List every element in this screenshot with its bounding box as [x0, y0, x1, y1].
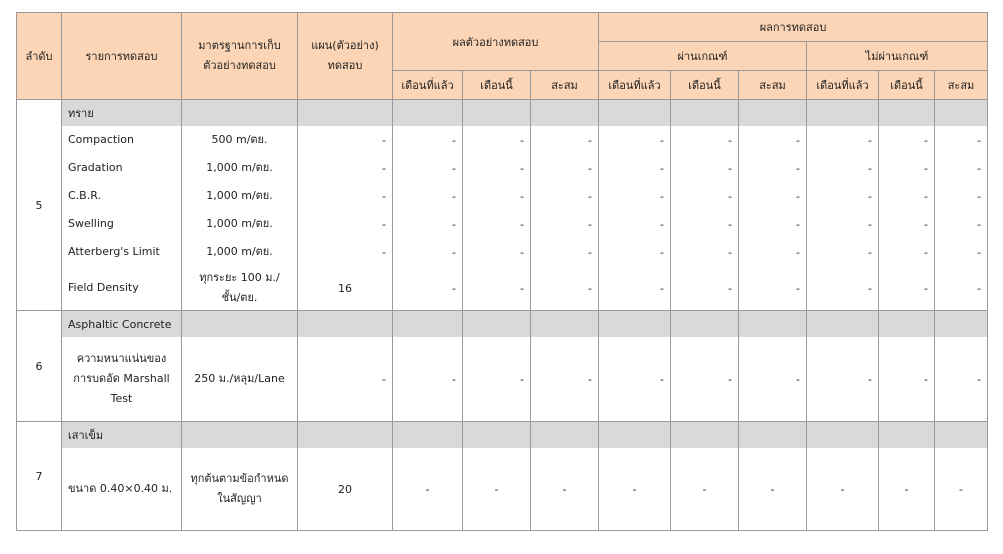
value-cell: - — [879, 448, 935, 531]
category-row-cell — [671, 311, 739, 338]
value-cell: - — [531, 154, 599, 182]
header-item: รายการทดสอบ — [62, 13, 182, 100]
category-row-cell — [298, 422, 393, 449]
value-cell: - — [935, 182, 988, 210]
category-label: Asphaltic Concrete — [62, 311, 182, 338]
value-cell: - — [879, 210, 935, 238]
value-cell: - — [463, 337, 531, 422]
sampling-standard: 1,000 m/ตย. — [182, 238, 298, 266]
value-cell: - — [463, 126, 531, 154]
category-row-cell — [463, 422, 531, 449]
category-row-cell — [393, 422, 463, 449]
value-cell: - — [935, 337, 988, 422]
value-cell: - — [393, 154, 463, 182]
value-cell: - — [599, 337, 671, 422]
value-cell: - — [739, 154, 807, 182]
value-cell: - — [879, 238, 935, 266]
value-cell: - — [671, 266, 739, 311]
value-cell: - — [531, 266, 599, 311]
value-cell: - — [599, 448, 671, 531]
header-samples-this-month: เดือนนี้ — [463, 71, 531, 100]
group-number: 6 — [17, 311, 62, 422]
value-cell: - — [807, 266, 879, 311]
value-cell: - — [599, 154, 671, 182]
value-cell: - — [879, 337, 935, 422]
value-cell: - — [671, 182, 739, 210]
value-cell: - — [463, 154, 531, 182]
category-row-cell — [739, 100, 807, 127]
value-cell: - — [807, 238, 879, 266]
header-results: ผลการทดสอบ — [599, 13, 988, 42]
test-item: Atterberg's Limit — [62, 238, 182, 266]
category-row-cell — [182, 422, 298, 449]
table-row — [17, 210, 988, 238]
test-results-table — [16, 12, 988, 531]
value-cell: - — [463, 266, 531, 311]
table-body — [17, 100, 988, 531]
value-cell: - — [599, 182, 671, 210]
value-cell: - — [935, 126, 988, 154]
category-row-cell — [739, 422, 807, 449]
value-cell: - — [531, 337, 599, 422]
header-no: ลำดับ — [17, 13, 62, 100]
test-plan-count: - — [298, 337, 393, 422]
value-cell: - — [879, 266, 935, 311]
category-row-cell — [531, 422, 599, 449]
value-cell: - — [739, 266, 807, 311]
value-cell: - — [599, 210, 671, 238]
value-cell: - — [739, 448, 807, 531]
table-row — [17, 238, 988, 266]
value-cell: - — [393, 238, 463, 266]
category-row-cell — [298, 311, 393, 338]
value-cell: - — [739, 126, 807, 154]
test-plan-count: - — [298, 210, 393, 238]
category-row-cell — [599, 311, 671, 338]
value-cell: - — [807, 154, 879, 182]
category-row-cell — [531, 311, 599, 338]
test-plan-count: - — [298, 238, 393, 266]
category-row-cell — [298, 100, 393, 127]
category-row-cell — [463, 311, 531, 338]
value-cell: - — [531, 126, 599, 154]
value-cell: - — [463, 182, 531, 210]
value-cell: - — [599, 238, 671, 266]
category-row-cell — [807, 100, 879, 127]
category-row-cell — [879, 311, 935, 338]
value-cell: - — [463, 448, 531, 531]
category-row-cell — [671, 422, 739, 449]
sampling-standard: 1,000 m/ตย. — [182, 182, 298, 210]
value-cell: - — [531, 210, 599, 238]
category-row-cell — [879, 100, 935, 127]
value-cell: - — [599, 266, 671, 311]
value-cell: - — [393, 182, 463, 210]
value-cell: - — [531, 448, 599, 531]
value-cell: - — [671, 337, 739, 422]
category-row-cell — [531, 100, 599, 127]
sampling-standard: ทุกต้นตามข้อกำหนด ในสัญญา — [182, 448, 298, 531]
value-cell: - — [671, 238, 739, 266]
category-row — [17, 311, 988, 338]
value-cell: - — [935, 238, 988, 266]
category-row-cell — [807, 422, 879, 449]
value-cell: - — [671, 126, 739, 154]
category-row-cell — [393, 311, 463, 338]
header-plan: แผน(ตัวอย่าง) ทดสอบ — [298, 13, 393, 100]
value-cell: - — [393, 210, 463, 238]
test-item: Field Density — [62, 266, 182, 311]
sampling-standard: 500 m/ตย. — [182, 126, 298, 154]
value-cell: - — [671, 154, 739, 182]
header-pass-cumulative: สะสม — [739, 71, 807, 100]
value-cell: - — [935, 266, 988, 311]
header-pass: ผ่านเกณฑ์ — [599, 42, 807, 71]
value-cell: - — [739, 337, 807, 422]
category-row-cell — [807, 311, 879, 338]
table-row — [17, 154, 988, 182]
category-row — [17, 100, 988, 127]
test-item: Swelling — [62, 210, 182, 238]
sampling-standard: ทุกระยะ 100 ม./ ชั้น/ตย. — [182, 266, 298, 311]
value-cell: - — [807, 337, 879, 422]
category-row-cell — [739, 311, 807, 338]
header-samples-last-month: เดือนที่แล้ว — [393, 71, 463, 100]
test-item: Compaction — [62, 126, 182, 154]
category-label: ทราย — [62, 100, 182, 127]
value-cell: - — [807, 448, 879, 531]
value-cell: - — [739, 238, 807, 266]
value-cell: - — [531, 238, 599, 266]
value-cell: - — [531, 182, 599, 210]
test-plan-count: - — [298, 154, 393, 182]
value-cell: - — [393, 126, 463, 154]
header-fail-last-month: เดือนที่แล้ว — [807, 71, 879, 100]
test-plan-count: 16 — [298, 266, 393, 311]
value-cell: - — [739, 182, 807, 210]
value-cell: - — [879, 182, 935, 210]
header-pass-this-month: เดือนนี้ — [671, 71, 739, 100]
value-cell: - — [393, 448, 463, 531]
value-cell: - — [935, 210, 988, 238]
value-cell: - — [739, 210, 807, 238]
value-cell: - — [463, 210, 531, 238]
test-item: Gradation — [62, 154, 182, 182]
category-row-cell — [182, 100, 298, 127]
value-cell: - — [807, 182, 879, 210]
category-label: เสาเข็ม — [62, 422, 182, 449]
sampling-standard: 1,000 m/ตย. — [182, 154, 298, 182]
category-row-cell — [393, 100, 463, 127]
header-samples-cumulative: สะสม — [531, 71, 599, 100]
value-cell: - — [879, 126, 935, 154]
sampling-standard: 250 ม./หลุม/Lane — [182, 337, 298, 422]
category-row-cell — [463, 100, 531, 127]
header-fail: ไม่ผ่านเกณฑ์ — [807, 42, 988, 71]
category-row-cell — [599, 422, 671, 449]
value-cell: - — [393, 337, 463, 422]
category-row-cell — [879, 422, 935, 449]
table-row — [17, 182, 988, 210]
test-item: C.B.R. — [62, 182, 182, 210]
sampling-standard: 1,000 m/ตย. — [182, 210, 298, 238]
category-row-cell — [182, 311, 298, 338]
test-plan-count: - — [298, 182, 393, 210]
value-cell: - — [671, 210, 739, 238]
header-samples: ผลตัวอย่างทดสอบ — [393, 13, 599, 71]
test-item: ความหนาแน่นของ การบดอัด Marshall Test — [62, 337, 182, 422]
header-fail-this-month: เดือนนี้ — [879, 71, 935, 100]
category-row-cell — [599, 100, 671, 127]
test-results-table-wrapper — [16, 12, 987, 531]
header-standard: มาตรฐานการเก็บ ตัวอย่างทดสอบ — [182, 13, 298, 100]
value-cell: - — [935, 448, 988, 531]
value-cell: - — [671, 448, 739, 531]
value-cell: - — [879, 154, 935, 182]
value-cell: - — [393, 266, 463, 311]
value-cell: - — [807, 210, 879, 238]
table-row — [17, 126, 988, 154]
value-cell: - — [463, 238, 531, 266]
value-cell: - — [935, 154, 988, 182]
group-number: 5 — [17, 100, 62, 311]
value-cell: - — [599, 126, 671, 154]
category-row — [17, 422, 988, 449]
category-row-cell — [935, 422, 988, 449]
category-row-cell — [935, 100, 988, 127]
category-row-cell — [935, 311, 988, 338]
header-fail-cumulative: สะสม — [935, 71, 988, 100]
table-row — [17, 337, 988, 422]
test-plan-count: - — [298, 126, 393, 154]
group-number: 7 — [17, 422, 62, 531]
value-cell: - — [807, 126, 879, 154]
table-row — [17, 448, 988, 531]
test-plan-count: 20 — [298, 448, 393, 531]
table-row — [17, 266, 988, 311]
test-item: ขนาด 0.40×0.40 ม. — [62, 448, 182, 531]
header-pass-last-month: เดือนที่แล้ว — [599, 71, 671, 100]
category-row-cell — [671, 100, 739, 127]
